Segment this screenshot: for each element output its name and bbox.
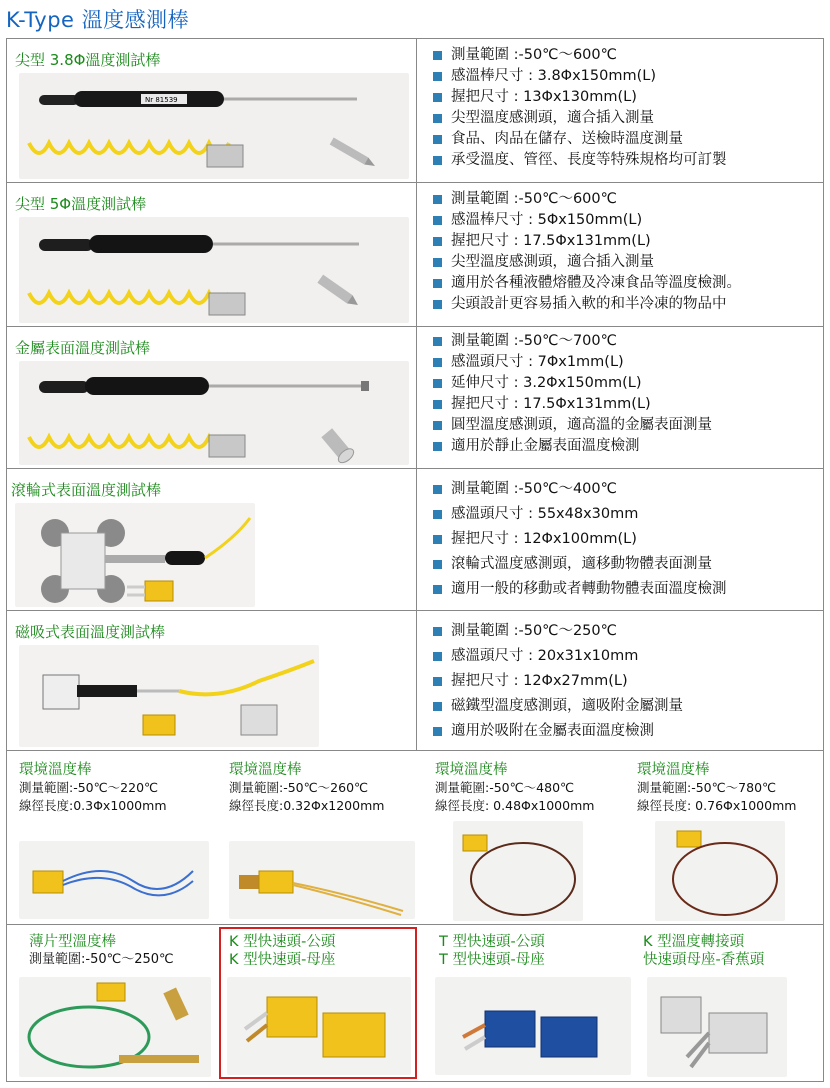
feature-item: 尖頭設計更容易插入軟的和半冷凍的物品中 [431,294,819,315]
feature-item: 握把尺寸 : 13Φx130mm(L) [431,87,819,108]
product-title: 磁吸式表面溫度測試棒 [15,623,166,641]
feature-item: 測量範圍 :-50℃〜700℃ [431,331,819,352]
feature-item: 握把尺寸 : 12Φx27mm(L) [431,669,819,694]
bullet-icon [433,702,442,711]
feature-item: 握把尺寸 : 17.5Φx131mm(L) [431,394,819,415]
feature-item: 滾輪式溫度感測頭，適移動物體表面測量 [431,552,819,577]
bullet-icon [433,114,442,123]
env-probe-cell [637,761,796,815]
product-title: 滾輪式表面溫度測試棒 [11,481,162,499]
connector-title: 薄片型溫度棒 [29,934,116,950]
bullet-icon [433,237,442,246]
feature-item: 承受溫度、管徑、長度等特殊規格均可訂製 [431,150,819,171]
feature-item: 握把尺寸 : 12Φx100mm(L) [431,527,819,552]
feature-item: 食品、肉品在儲存、送檢時溫度測量 [431,129,819,150]
feature-item: 適用於吸附在金屬表面溫度檢測 [431,719,819,744]
product-row [7,183,823,327]
connector-title: 快速頭母座-香蕉頭 [643,952,765,968]
product-title: 金屬表面溫度測試棒 [15,339,151,357]
feature-item: 測量範圍 :-50℃〜400℃ [431,477,819,502]
env-probe-wire: 線徑長度: 0.48Φx1000mm [435,798,595,813]
env-probe-title: 環境溫度棒 [229,762,302,778]
connector-photo [227,977,411,1075]
feature-item: 尖型溫度感測頭，適合插入測量 [431,108,819,129]
env-probe-photo [229,841,415,919]
feature-item: 測量範圍 :-50℃〜250℃ [431,619,819,644]
feature-item: 適用於各種液體熔體及冷凍食品等溫度檢測。 [431,273,819,294]
feature-list [431,45,819,171]
bullet-icon [433,400,442,409]
env-probe-range: 測量範圍:-50℃〜780℃ [637,780,777,795]
product-image-cell [7,469,417,610]
bullet-icon [433,300,442,309]
bullet-icon [433,358,442,367]
probe-photo [19,361,409,465]
env-probe-photo [453,821,583,921]
connector-subtitle: 測量範圍:-50℃〜250℃ [29,952,174,967]
env-probe-wire: 線徑長度:0.3Φx1000mm [19,798,167,813]
probe-photo [15,503,255,607]
env-probe-title: 環境溫度棒 [19,762,92,778]
env-probe-row [7,751,823,925]
bullet-icon [433,421,442,430]
connector-cell [229,933,335,969]
probe-photo [19,645,319,747]
bullet-icon [433,195,442,204]
feature-item: 感溫棒尺寸 : 5Φx150mm(L) [431,210,819,231]
bullet-icon [433,156,442,165]
connector-photo [19,977,211,1077]
connector-title: K 型快速頭-公頭 [229,934,336,950]
connector-cell [29,933,174,969]
bullet-icon [433,585,442,594]
connector-title: T 型快速頭-母座 [439,952,545,968]
env-probe-photo [655,821,785,921]
env-probe-title: 環境溫度棒 [435,762,508,778]
connector-row [7,925,823,1081]
feature-item: 感溫頭尺寸 : 55x48x30mm [431,502,819,527]
feature-list [431,331,819,457]
connector-cell [439,933,545,969]
connector-title: T 型快速頭-公頭 [439,934,545,950]
connector-title: K 型溫度轉接頭 [643,934,745,950]
connector-photo [435,977,631,1075]
product-image-cell [7,611,417,750]
bullet-icon [433,677,442,686]
product-row [7,611,823,751]
env-probe-wire: 線徑長度: 0.76Φx1000mm [637,798,797,813]
feature-list [431,477,819,602]
feature-item: 適用一般的移動或者轉動物體表面溫度檢測 [431,577,819,602]
probe-photo [19,73,409,179]
env-probe-wire: 線徑長度:0.32Φx1200mm [229,798,385,813]
feature-item: 圓型溫度感測頭，適高溫的金屬表面測量 [431,415,819,436]
env-probe-cell [229,761,384,815]
bullet-icon [433,627,442,636]
product-row [7,469,823,611]
bullet-icon [433,510,442,519]
bullet-icon [433,379,442,388]
connector-photo [647,977,787,1077]
product-image-cell [7,39,417,182]
feature-list [431,619,819,744]
feature-item: 握把尺寸 : 17.5Φx131mm(L) [431,231,819,252]
bullet-icon [433,93,442,102]
product-image-cell [7,327,417,468]
bullet-icon [433,560,442,569]
feature-item: 適用於靜止金屬表面溫度檢測 [431,436,819,457]
product-image-cell [7,183,417,326]
page-title: K-Type 溫度感測棒 [6,8,190,32]
product-row [7,327,823,469]
connector-cell [643,933,764,969]
feature-item: 測量範圍 :-50℃〜600℃ [431,189,819,210]
env-probe-photo [19,841,209,919]
product-title: 尖型 5Φ溫度測試棒 [15,195,147,213]
feature-item: 感溫頭尺寸 : 7Φx1mm(L) [431,352,819,373]
feature-item: 感溫棒尺寸 : 3.8Φx150mm(L) [431,66,819,87]
feature-list [431,189,819,315]
product-table [6,38,824,1082]
bullet-icon [433,72,442,81]
product-row [7,39,823,183]
bullet-icon [433,337,442,346]
bullet-icon [433,442,442,451]
env-probe-range: 測量範圍:-50℃〜480℃ [435,780,575,795]
feature-item: 尖型溫度感測頭，適合插入測量 [431,252,819,273]
env-probe-range: 測量範圍:-50℃〜220℃ [19,780,159,795]
bullet-icon [433,135,442,144]
env-probe-range: 測量範圍:-50℃〜260℃ [229,780,369,795]
bullet-icon [433,652,442,661]
bullet-icon [433,258,442,267]
bullet-icon [433,727,442,736]
probe-photo [19,217,409,323]
feature-item: 感溫頭尺寸 : 20x31x10mm [431,644,819,669]
bullet-icon [433,51,442,60]
feature-item: 測量範圍 :-50℃〜600℃ [431,45,819,66]
bullet-icon [433,216,442,225]
env-probe-cell [19,761,167,815]
connector-title: K 型快速頭-母座 [229,952,336,968]
probe-label: Nr 81539 [145,96,178,104]
feature-item: 延伸尺寸 : 3.2Φx150mm(L) [431,373,819,394]
feature-item: 磁鐵型溫度感測頭，適吸附金屬測量 [431,694,819,719]
product-title: 尖型 3.8Φ溫度測試棒 [15,51,161,69]
env-probe-title: 環境溫度棒 [637,762,710,778]
env-probe-cell [435,761,594,815]
bullet-icon [433,485,442,494]
bullet-icon [433,535,442,544]
bullet-icon [433,279,442,288]
